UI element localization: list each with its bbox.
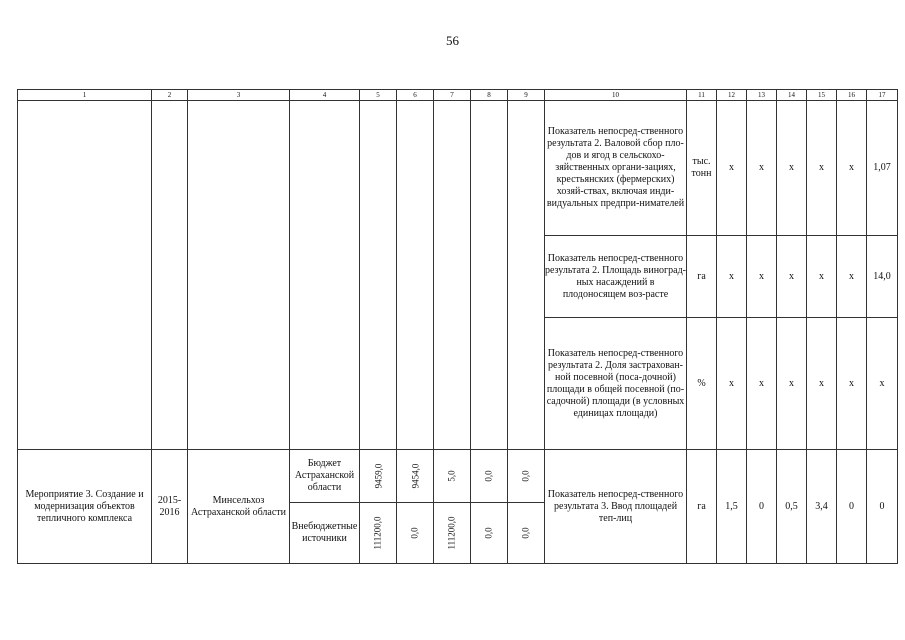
indicator-value: 3,4 [807,450,837,564]
measure-row [18,450,898,503]
funding-value: 9454,0 [410,463,420,488]
page-number: 56 [446,33,459,48]
indicator-text: Показатель непосред-ственного результата 2. Валовой сбор пло-дов и ягод в сельскохо-зяйственных органи-зациях, крестьянских (фермерских) хозяй-ствах, включая инди-видуальных предпри-нимателей [545,101,687,236]
indicator-value: х [717,318,747,450]
column-number: 5 [360,90,397,101]
empty-cell [360,101,397,450]
funding-value-cell [508,450,545,503]
indicator-text: Показатель непосред-ственного результата 2. Доля застрахован-ной посевной (поса-дочной) площади в общей посевной (по-садочной) площади (в условных единицах площади) [545,318,687,450]
funding-value: 0,0 [484,469,494,482]
column-number: 6 [397,90,434,101]
measure-executor: Минсельхоз Астраханской области [188,450,290,564]
funding-value-cell [360,450,397,503]
funding-value-cell [434,503,471,564]
funding-value: 111200,0 [373,515,383,550]
column-number: 11 [687,90,717,101]
column-number: 16 [837,90,867,101]
funding-value-cell [471,503,508,564]
indicator-value: х [747,101,777,236]
column-number: 17 [867,90,898,101]
column-number: 9 [508,90,545,101]
empty-cell [434,101,471,450]
indicator-unit: га [687,450,717,564]
empty-cell [471,101,508,450]
indicator-value: 0 [867,450,898,564]
indicator-value: х [777,318,807,450]
column-number: 10 [545,90,687,101]
funding-value-cell [397,450,434,503]
indicator-value: х [717,236,747,318]
measure-name: Мероприятие 3. Создание и модернизация объектов тепличного комплекса [18,450,152,564]
indicator-value: 1,07 [867,101,898,236]
funding-value: 0,0 [484,526,494,539]
empty-cell [508,101,545,450]
indicator-row [18,101,898,236]
empty-cell [290,101,360,450]
column-number: 7 [434,90,471,101]
indicator-unit: тыс. тонн [687,101,717,236]
indicator-value: х [747,318,777,450]
column-number: 3 [188,90,290,101]
funding-value: 9459,0 [373,463,383,488]
indicator-value: х [777,101,807,236]
indicator-value: 0,5 [777,450,807,564]
indicator-unit: га [687,236,717,318]
empty-cell [188,101,290,450]
funding-value-cell [471,450,508,503]
indicator-value: х [807,101,837,236]
indicator-value: 14,0 [867,236,898,318]
column-number: 4 [290,90,360,101]
indicator-value: 1,5 [717,450,747,564]
funding-value: 0,0 [521,469,531,482]
column-number: 15 [807,90,837,101]
indicator-value: х [747,236,777,318]
funding-value: 5,0 [447,469,457,482]
indicator-value: х [837,101,867,236]
column-number: 2 [152,90,188,101]
column-number: 14 [777,90,807,101]
column-number: 1 [18,90,152,101]
column-number: 12 [717,90,747,101]
funding-source: Внебюджетные источники [290,503,360,564]
funding-value: 0,0 [521,526,531,539]
indicator-value: х [807,318,837,450]
indicator-value: 0 [747,450,777,564]
column-number: 13 [747,90,777,101]
indicator-text: Показатель непосред-ственного результата 2. Площадь виноград-ных насаждений в плодоносящем воз-расте [545,236,687,318]
indicator-value: х [717,101,747,236]
empty-cell [18,101,152,450]
empty-cell [397,101,434,450]
indicator-text: Показатель непосред-ственного результата 3. Ввод площадей теп-лиц [545,450,687,564]
funding-value-cell [360,503,397,564]
funding-value-cell [434,450,471,503]
funding-value: 0,0 [410,526,420,539]
indicator-value: 0 [837,450,867,564]
indicator-value: х [837,236,867,318]
indicator-value: х [777,236,807,318]
funding-value-cell [508,503,545,564]
column-number-row [18,90,898,101]
funding-value: 111200,0 [447,515,457,550]
indicator-value: х [837,318,867,450]
indicator-value: х [807,236,837,318]
funding-value-cell [397,503,434,564]
indicator-unit: % [687,318,717,450]
measure-period: 2015-2016 [152,450,188,564]
program-table [17,89,898,564]
funding-source: Бюджет Астраханской области [290,450,360,503]
indicator-value: х [867,318,898,450]
empty-cell [152,101,188,450]
column-number: 8 [471,90,508,101]
